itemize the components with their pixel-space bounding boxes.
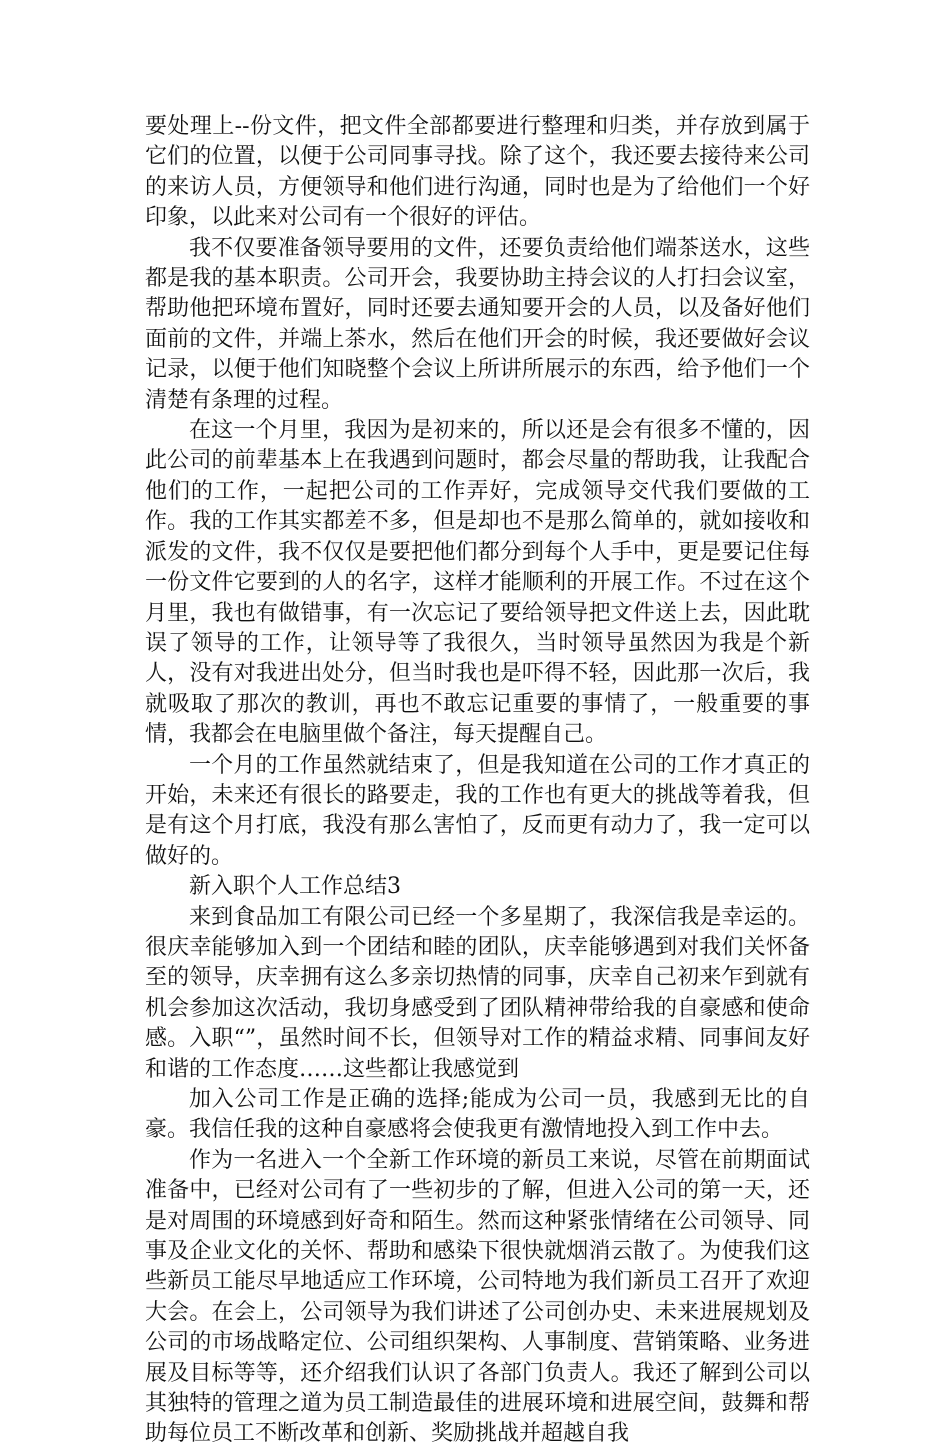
document-body (145, 112, 810, 1450)
paragraph-1: 要处理上--份文件，把文件全部都要进行整理和归类，并存放到属于它们的位置，以便于公司同事寻找。除了这个，我还要去接待来公司的来访人员，方便领导和他们进行沟通，同时也是为了给他们一个好印象，以此来对公司有一个很好的评估。 (145, 114, 810, 231)
section-heading: 新入职个人工作总结3 (189, 874, 401, 900)
section-paragraph-3: 作为一名进入一个全新工作环境的新员工来说，尽管在前期面试准备中，已经对公司有了一些初步的了解，但进入公司的第一天，还是对周围的环境感到好奇和陌生。然而这种紧张情绪在公司领导、同事及企业文化的关怀、帮助和感染下很快就烟消云散了。为使我们这些新员工能尽早地适应工作环境，公司特地为我们新员工召开了欢迎大会。在会上，公司领导为我们讲述了公司创办史、未来进展规划及公司的市场战略定位、公司组织架构、人事制度、营销策略、业务进展及目标等等，还介绍我们认识了各部门负责人。我还了解到公司以其独特的管理之道为员工制造最佳的进展环境和进展空间，鼓舞和帮助每位员工不断改革和创新、奖励挑战并超越自我 (145, 1147, 810, 1447)
paragraph-4: 一个月的工作虽然就结束了，但是我知道在公司的工作才真正的开始，未来还有很长的路要走，我的工作也有更大的挑战等着我，但是有这个月打底，我没有那么害怕了，反而更有动力了，我一定可以做好的。 (145, 752, 810, 869)
paragraph-2: 我不仅要准备领导要用的文件，还要负责给他们端茶送水，这些都是我的基本职责。公司开会，我要协助主持会议的人打扫会议室，帮助他把环境布置好，同时还要去通知要开会的人员，以及备好他们面前的文件，并端上茶水，然后在他们开会的时候，我还要做好会议记录，以便于他们知晓整个会议上所讲所展示的东西，给予他们一个清楚有条理的过程。 (145, 235, 810, 413)
section-paragraph-1: 来到食品加工有限公司已经一个多星期了，我深信我是幸运的。很庆幸能够加入到一个团结和睦的团队，庆幸能够遇到对我们关怀备至的领导，庆幸拥有这么多亲切热情的同事，庆幸自己初来乍到就有机会参加这次活动，我切身感受到了团队精神带给我的自豪感和使命感。入职“”，虽然时间不长，但领导对工作的精益求精、同事间友好和谐的工作态度……这些都让我感觉到 (145, 904, 810, 1082)
section-paragraph-2: 加入公司工作是正确的选择;能成为公司一员，我感到无比的自豪。我信任我的这种自豪感将会使我更有激情地投入到工作中去。 (145, 1087, 810, 1143)
paragraph-3: 在这一个月里，我因为是初来的，所以还是会有很多不懂的，因此公司的前辈基本上在我遇到问题时，都会尽量的帮助我，让我配合他们的工作，一起把公司的工作弄好，完成领导交代我们要做的工作。我的工作其实都差不多，但是却也不是那么简单的，就如接收和派发的文件，我不仅仅是要把他们都分到每个人手中，更是要记住每一份文件它要到的人的名字，这样才能顺利的开展工作。不过在这个月里，我也有做错事，有一次忘记了要给领导把文件送上去，因此耽误了领导的工作，让领导等了我很久，当时领导虽然因为我是个新人，没有对我进出处分，但当时我也是吓得不轻，因此那一次后，我就吸取了那次的教训，再也不敢忘记重要的事情了，一般重要的事情，我都会在电脑里做个备注，每天提醒自己。 (145, 418, 810, 748)
